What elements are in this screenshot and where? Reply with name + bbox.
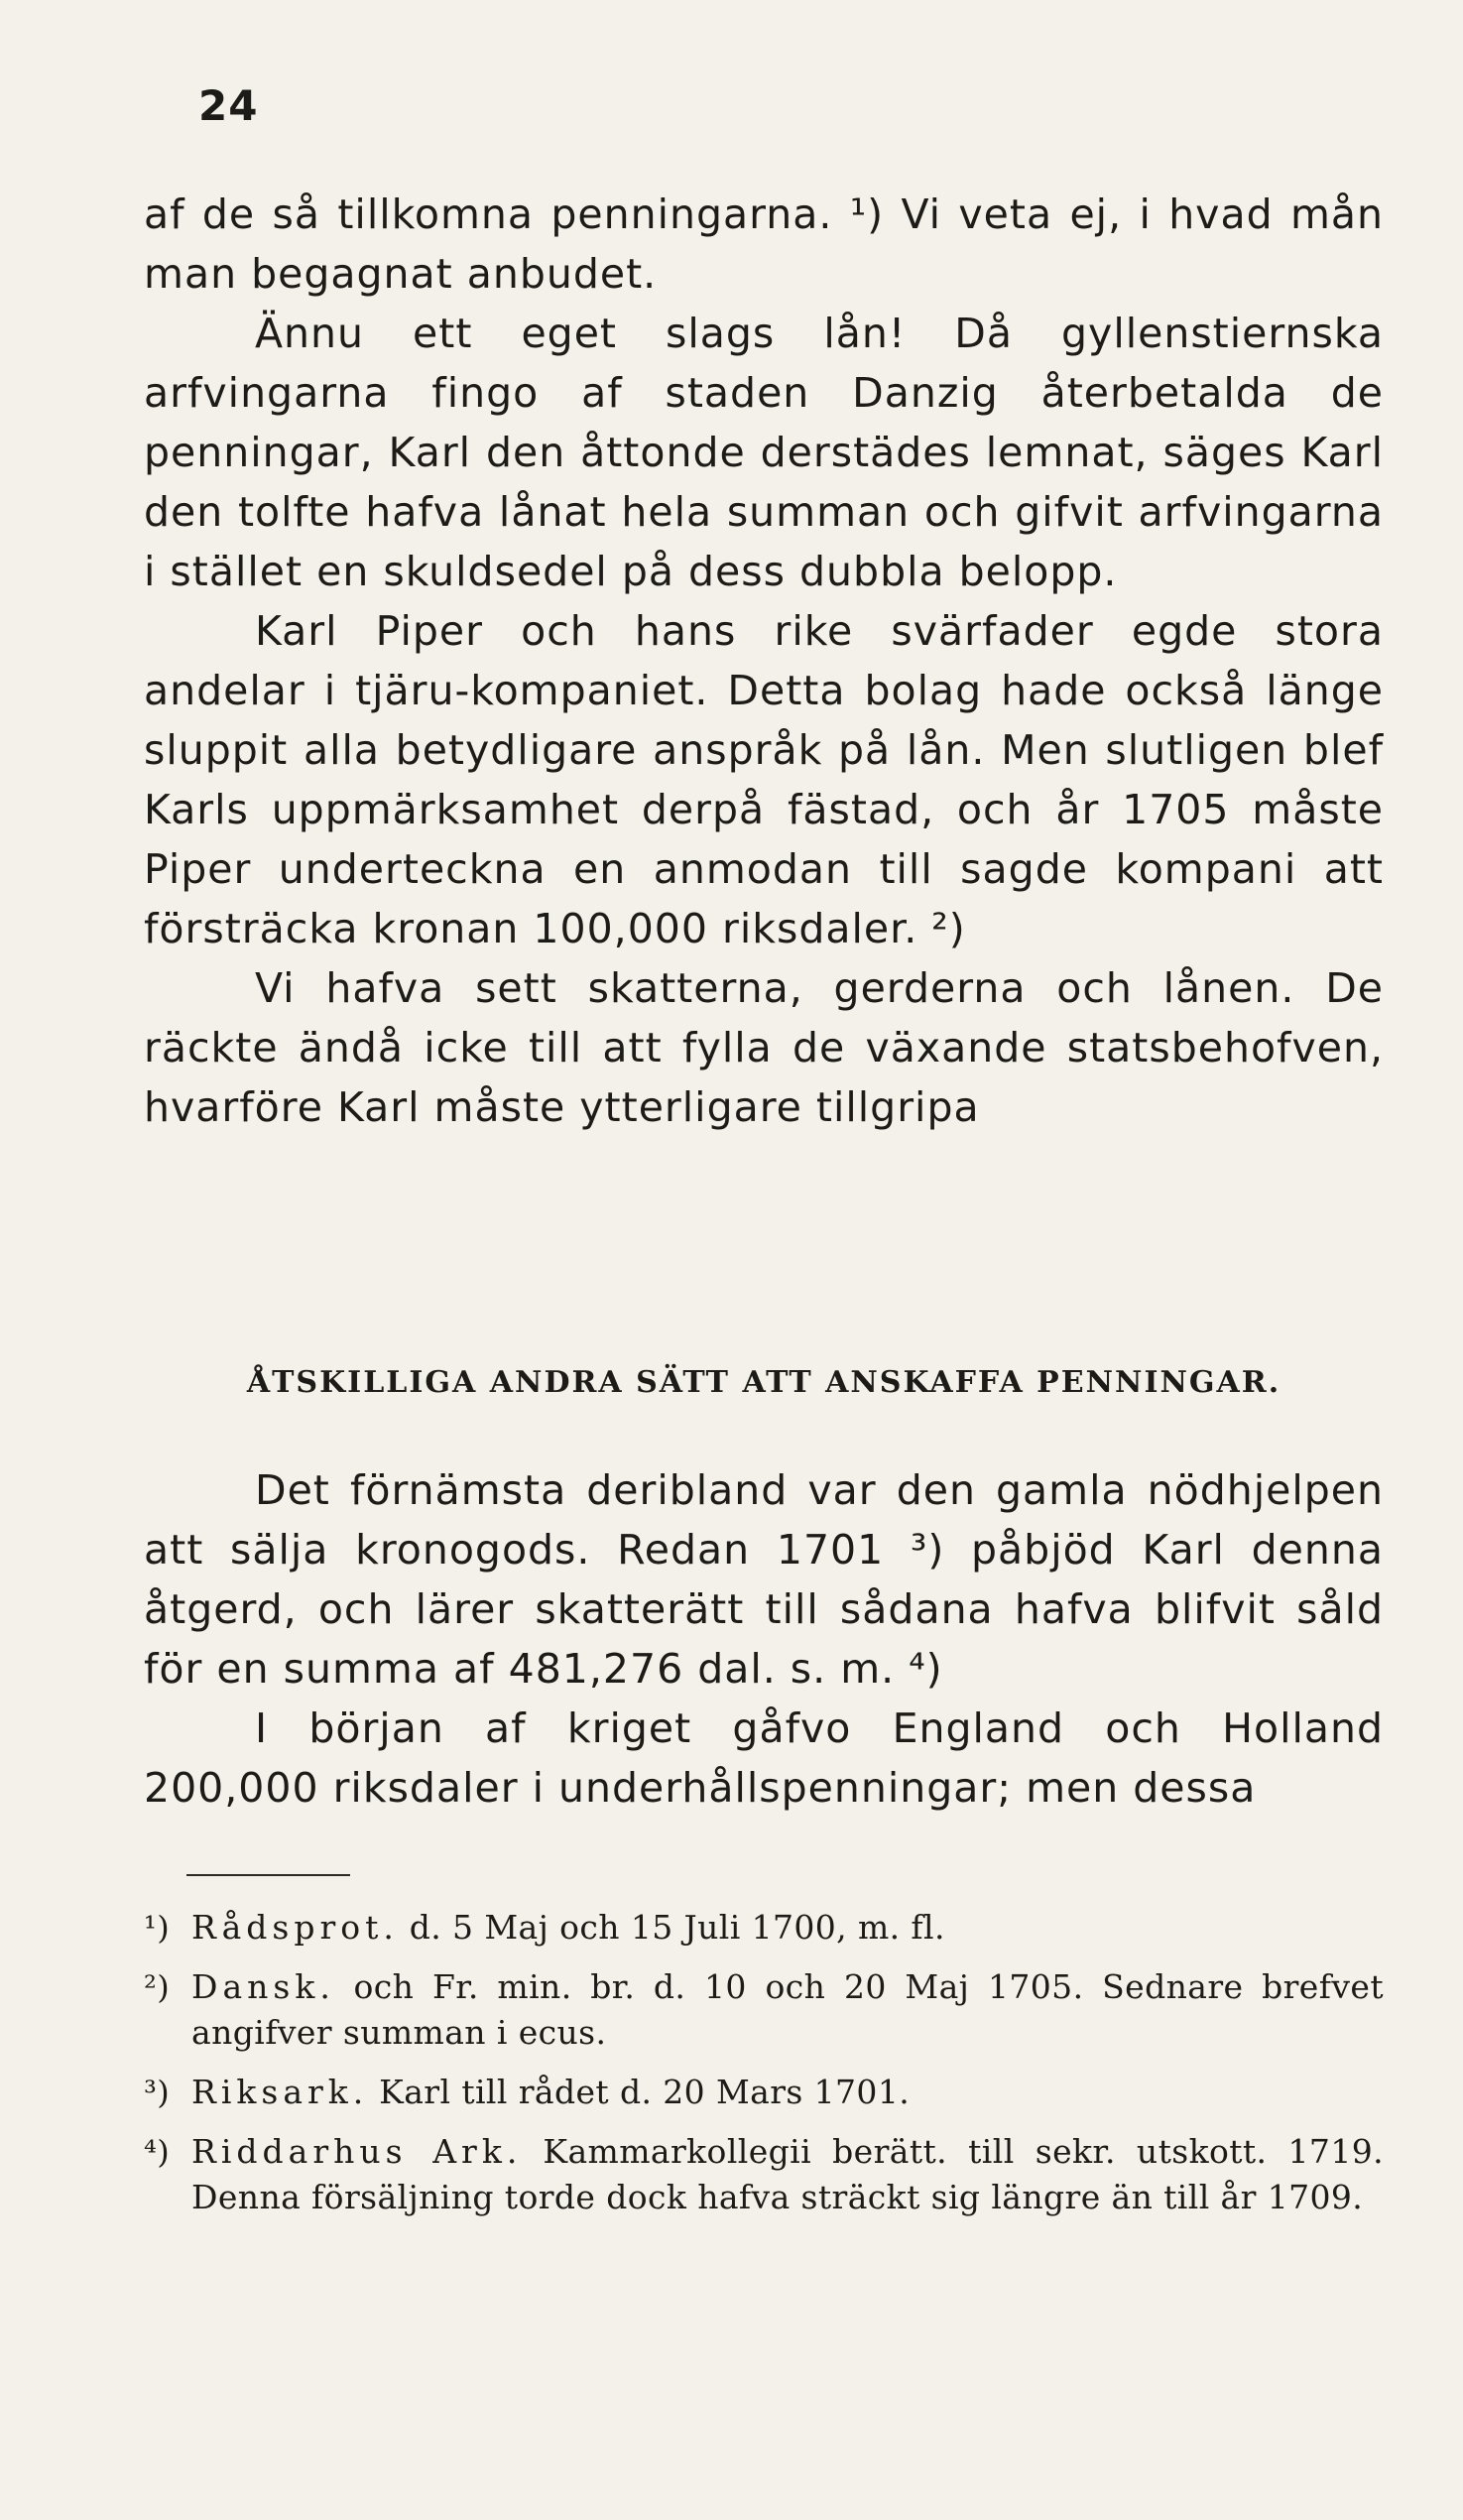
- footnote-text: Kammarkollegii berätt. till sekr. utskott. 1719. Denna försäljning torde dock hafva sträckt sig längre än till år 1709.: [191, 2132, 1384, 2216]
- paragraph: Det förnämsta deribland var den gamla nödhjelpen att sälja kronogods. Redan 1701 ³) påbjöd Karl denna åtgerd, och lärer skatterätt till sådana hafva blifvit såld för en summa af 481,276 dal. s. m. ⁴): [144, 1466, 1384, 1693]
- paragraph: I början af kriget gåfvo England och Holland 200,000 riksdaler i underhållspenningar; men dessa: [144, 1704, 1384, 1812]
- footnote: [144, 1905, 1384, 1951]
- footnote-marker: ⁴): [144, 2133, 171, 2171]
- footnote-marker: ²): [144, 1968, 171, 2006]
- paragraph: af de så tillkomna penningarna. ¹) Vi veta ej, i hvad mån man begagnat anbudet.: [144, 190, 1384, 298]
- footnote: [144, 1964, 1384, 2056]
- body-text-before-heading: [144, 185, 1384, 1137]
- paragraph: Vi hafva sett skatterna, gerderna och lånen. De räckte ändå icke till att fylla de växande statsbehofven, hvarföre Karl måste ytterligare tillgripa: [144, 964, 1384, 1131]
- body-text-after-heading: [144, 1460, 1384, 1818]
- footnotes: [144, 1905, 1384, 2234]
- footnote-text: och Fr. min. br. d. 10 och 20 Maj 1705. Sednare brefvet angifver summan i ecus.: [191, 1967, 1384, 2052]
- footnote-source: Riksark.: [191, 2073, 369, 2111]
- footnote-source: Dansk.: [191, 1967, 335, 2006]
- footnote-separator-rule: [186, 1874, 350, 1876]
- footnote-text: d. 5 Maj och 15 Juli 1700, m. fl.: [398, 1908, 945, 1947]
- paragraph: Ännu ett eget slags lån! Då gyllenstiernska arfvingarna fingo af staden Danzig återbetalda de penningar, Karl den åttonde derstädes lemnat, säges Karl den tolfte hafva lånat hela summan och gifvit arfvingarna i stället en skuldsedel på dess dubbla belopp.: [144, 310, 1384, 595]
- footnote-text: Karl till rådet d. 20 Mars 1701.: [368, 2073, 911, 2111]
- footnote-source: Rådsprot.: [191, 1908, 399, 1947]
- footnote: [144, 2070, 1384, 2115]
- footnote-marker: ¹): [144, 1909, 171, 1947]
- footnote-source: Riddarhus Ark.: [191, 2132, 523, 2171]
- section-heading: ÅTSKILLIGA ANDRA SÄTT ATT ANSKAFFA PENNINGAR.: [246, 1365, 1281, 1400]
- section-heading-container: [144, 1363, 1384, 1403]
- page-number: 24: [198, 81, 259, 130]
- paragraph: Karl Piper och hans rike svärfader egde stora andelar i tjäru-kompaniet. Detta bolag hade också länge sluppit alla betydligare anspråk på lån. Men slutligen blef Karls uppmärksamhet derpå fästad, och år 1705 måste Piper underteckna en anmodan till sagde kompani att försträcka kronan 100,000 riksdaler. ²): [144, 607, 1384, 952]
- footnote: [144, 2129, 1384, 2220]
- footnote-marker: ³): [144, 2074, 171, 2111]
